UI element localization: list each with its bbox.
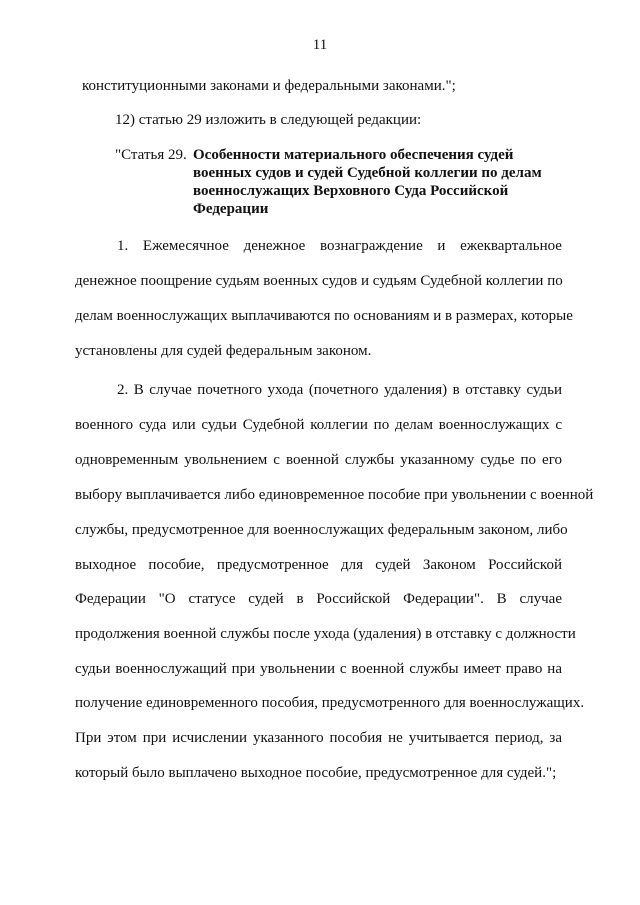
word: Ежемесячное bbox=[142, 238, 229, 254]
paragraph-2-line: выходное пособие, предусмотренное для судей Законом Российской bbox=[75, 557, 562, 573]
amendment-item-12: 12) статью 29 изложить в следующей редакции: bbox=[115, 112, 422, 128]
word: 1. bbox=[117, 238, 129, 254]
paragraph-2-line: Федерации "О статусе судей в Российской Федерации". В случае bbox=[75, 591, 562, 607]
paragraph-2-line: При этом при исчислении указанного пособия не учитывается период, за bbox=[75, 730, 562, 746]
word: и bbox=[437, 238, 446, 254]
article-title-line: Особенности материального обеспечения судей bbox=[193, 147, 514, 163]
paragraph-2-line: службы, предусмотренное для военнослужащих федеральным законом, либо bbox=[75, 522, 568, 538]
paragraph-2-line: военного суда или судьи Судебной коллегии по делам военнослужащих с bbox=[75, 417, 562, 433]
article-title-line: Федерации bbox=[193, 201, 269, 217]
word: ежеквартальное bbox=[460, 238, 562, 254]
paragraph-1-line: установлены для судей федеральным законом. bbox=[75, 343, 372, 359]
page-number: 11 bbox=[312, 37, 328, 53]
paragraph-1-line: денежное поощрение судьям военных судов и судьям Судебной коллегии по bbox=[75, 273, 563, 289]
article-title bbox=[193, 146, 553, 218]
paragraph-2-first-line: 2. В случае почетного ухода (почетного удаления) в отставку судьи bbox=[117, 382, 562, 398]
article-number: "Статья 29. bbox=[115, 147, 187, 163]
paragraph-2-last-line: который было выплачено выходное пособие, предусмотренное для судей."; bbox=[75, 765, 557, 781]
article-title-line: военных судов и судей Судебной коллегии по делам bbox=[193, 165, 542, 181]
paragraph-2-line: получение единовременного пособия, предусмотренного для военнослужащих. bbox=[75, 695, 585, 711]
paragraph-1-first-line bbox=[117, 237, 562, 255]
article-title-line: военнослужащих Верховного Суда Российской bbox=[193, 183, 509, 199]
paragraph-2-line: продолжения военной службы после ухода (удаления) в отставку с должности bbox=[75, 626, 576, 642]
paragraph-2-line: выбору выплачивается либо единовременное пособие при увольнении с военной bbox=[75, 487, 594, 503]
word: денежное bbox=[243, 238, 306, 254]
previous-text-ending: конституционными законами и федеральными законами."; bbox=[82, 78, 456, 94]
paragraph-1-line: делам военнослужащих выплачиваются по основаниям и в размерах, которые bbox=[75, 308, 573, 324]
paragraph-2-line: одновременным увольнением с военной службы указанному судье по его bbox=[75, 452, 562, 468]
word: вознаграждение bbox=[319, 238, 423, 254]
paragraph-2-line: судьи военнослужащий при увольнении с военной службы имеет право на bbox=[75, 661, 562, 677]
